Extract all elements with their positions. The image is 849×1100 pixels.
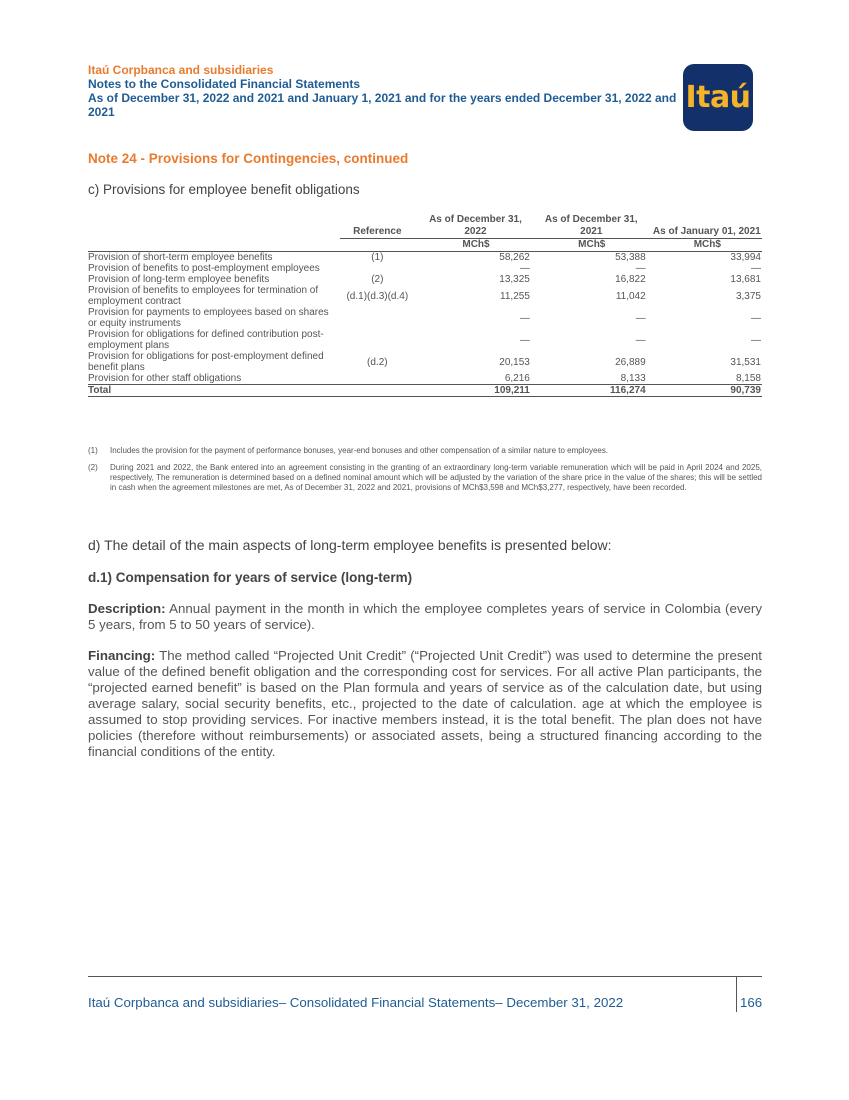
- footer-vertical-divider: [736, 976, 737, 1012]
- table-row: Provision of short-term employee benefits (1) 58,262 53,388 33,994: [88, 252, 761, 263]
- table-row: Provision for obligations for post-employment defined benefit plans (d.2) 20,153 26,889 31,531: [88, 351, 761, 373]
- logo-text: Itaú: [685, 80, 751, 115]
- table-row: Provision for payments to employees based on shares or equity instruments — — —: [88, 307, 761, 329]
- financing-paragraph: [88, 648, 762, 760]
- company-name: Itaú Corpbanca and subsidiaries: [88, 63, 274, 77]
- table-row: Provision for other staff obligations 6,216 8,133 8,158: [88, 373, 761, 384]
- section-d-heading: d) The detail of the main aspects of long-term employee benefits is presented below:: [88, 537, 612, 553]
- table-row: Provision of benefits to post-employment employees — — —: [88, 263, 761, 274]
- unit-label: MCh$: [415, 239, 531, 252]
- footnote: (1) Includes the provision for the payment of performance bonuses, year-end bonuses and other compensation of a similar nature to employees.: [88, 446, 609, 455]
- itau-logo: [683, 64, 753, 131]
- financing-label: Financing:: [88, 648, 156, 663]
- col-jan2021-header: As of January 01, 2021: [652, 226, 761, 237]
- total-row: Total 109,211 116,274 90,739: [88, 385, 761, 396]
- reference-header: Reference: [340, 214, 416, 239]
- description-paragraph: [88, 601, 762, 633]
- label-header-blank: [88, 214, 340, 239]
- col-2021-header: As of December 31, 2021: [544, 214, 638, 237]
- table-row: Provision of long-term employee benefits (2) 13,325 16,822 13,681: [88, 274, 761, 285]
- note-title: Note 24 - Provisions for Contingencies, continued: [88, 151, 409, 166]
- footnote: (2) During 2021 and 2022, the Bank entered into an agreement consisting in the granting of an extraordinary long-term variable remuneration which will be paid in April 2024 and 2025, respectively, The remuneration is determined based on a defined nominal amount which will be adjusted by the variation of the share price in the value of the shares; this will be settled in cash when the agreement milestones are met, As of December 31, 2022 and 2021, provisions of MCh$3,598 and MCh$3,277, respectively, have been recorded.: [88, 463, 762, 492]
- unit-label: MCh$: [647, 239, 762, 252]
- financing-text: The method called “Projected Unit Credit” (“Projected Unit Credit”) was used to determine the present value of the defined benefit obligation and the corresponding cost for services. For all active Plan participants, the “projected earned benefit” is based on the Plan formula and years of service as of the calculation date, but using average salary, social security benefits, etc., projected to the date of calculation. age at which the employee is assumed to stop providing services. For inactive members instead, it is the total benefit. The plan does not have policies (therefore without reimbursements) or associated assets, being a structured financing according to the financial conditions of the entity.: [88, 648, 762, 759]
- document-title: Notes to the Consolidated Financial Statements: [88, 77, 361, 91]
- subsection-d1-heading: d.1) Compensation for years of service (long-term): [88, 570, 413, 585]
- provisions-table: [88, 214, 762, 397]
- page-header: [88, 63, 688, 119]
- footer-divider: [88, 976, 762, 977]
- page-number: 166: [740, 995, 763, 1010]
- section-c-heading: c) Provisions for employee benefit obligations: [88, 182, 360, 197]
- footer-text: Itaú Corpbanca and subsidiaries– Consolidated Financial Statements– December 31, 2022: [88, 995, 624, 1010]
- col-2022-header: As of December 31, 2022: [429, 214, 522, 237]
- report-period: As of December 31, 2022 and 2021 and January 1, 2021 and for the years ended December 31, 2022 and 2021: [88, 91, 677, 119]
- table-row: Provision for obligations for defined contribution post-employment plans — — —: [88, 329, 761, 351]
- description-text: Annual payment in the month in which the employee completes years of service in Colombia (every 5 years, from 5 to 50 years of service).: [88, 601, 762, 632]
- unit-label: MCh$: [531, 239, 647, 252]
- description-label: Description:: [88, 601, 166, 616]
- table-footnotes: [88, 446, 762, 500]
- table-row: Provision of benefits to employees for termination of employment contract (d.1)(d.3)(d.4) 11,255 11,042 3,375: [88, 285, 761, 307]
